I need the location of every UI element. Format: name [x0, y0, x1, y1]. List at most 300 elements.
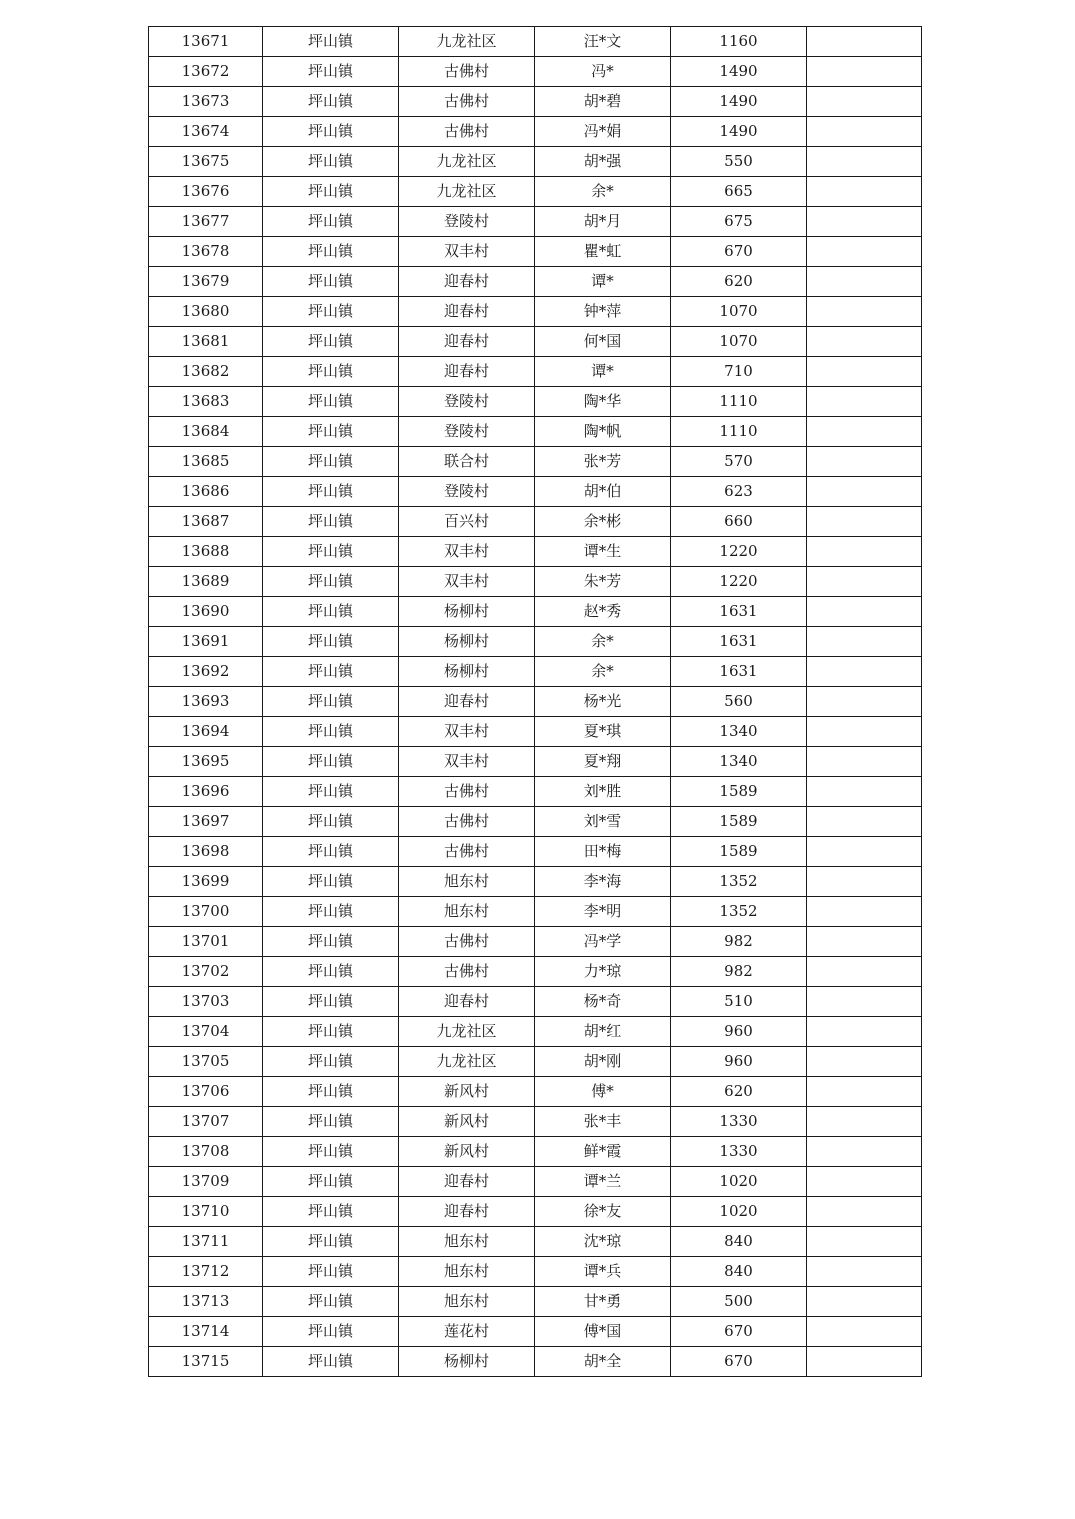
cell-note: [807, 1317, 922, 1347]
cell-town: 坪山镇: [263, 177, 399, 207]
cell-note: [807, 687, 922, 717]
table-row: [149, 567, 922, 597]
cell-amount: 675: [671, 207, 807, 237]
table-row: [149, 687, 922, 717]
cell-village: 旭东村: [399, 897, 535, 927]
table-row: [149, 147, 922, 177]
cell-amount: 840: [671, 1257, 807, 1287]
cell-village: 古佛村: [399, 837, 535, 867]
table-row: [149, 57, 922, 87]
cell-person-name: 徐*友: [535, 1197, 671, 1227]
table-row: [149, 717, 922, 747]
cell-village: 百兴村: [399, 507, 535, 537]
cell-town: 坪山镇: [263, 507, 399, 537]
cell-person-name: 何*国: [535, 327, 671, 357]
cell-note: [807, 177, 922, 207]
cell-town: 坪山镇: [263, 1077, 399, 1107]
cell-town: 坪山镇: [263, 207, 399, 237]
cell-person-name: 钟*萍: [535, 297, 671, 327]
cell-village: 旭东村: [399, 1287, 535, 1317]
cell-note: [807, 267, 922, 297]
cell-amount: 1020: [671, 1197, 807, 1227]
table-row: [149, 1287, 922, 1317]
cell-town: 坪山镇: [263, 477, 399, 507]
cell-serial-number: 13704: [149, 1017, 263, 1047]
table-row: [149, 747, 922, 777]
cell-amount: 1330: [671, 1107, 807, 1137]
cell-town: 坪山镇: [263, 867, 399, 897]
cell-serial-number: 13687: [149, 507, 263, 537]
cell-serial-number: 13685: [149, 447, 263, 477]
cell-town: 坪山镇: [263, 237, 399, 267]
cell-person-name: 田*梅: [535, 837, 671, 867]
cell-town: 坪山镇: [263, 1317, 399, 1347]
table-row: [149, 1137, 922, 1167]
table-row: [149, 807, 922, 837]
cell-serial-number: 13671: [149, 27, 263, 57]
cell-note: [807, 807, 922, 837]
cell-amount: 840: [671, 1227, 807, 1257]
cell-note: [807, 987, 922, 1017]
cell-person-name: 陶*华: [535, 387, 671, 417]
cell-person-name: 傅*国: [535, 1317, 671, 1347]
cell-village: 迎春村: [399, 327, 535, 357]
cell-person-name: 夏*琪: [535, 717, 671, 747]
cell-village: 杨柳村: [399, 597, 535, 627]
cell-person-name: 汪*文: [535, 27, 671, 57]
cell-amount: 960: [671, 1047, 807, 1077]
cell-note: [807, 147, 922, 177]
cell-person-name: 傅*: [535, 1077, 671, 1107]
cell-amount: 1220: [671, 537, 807, 567]
cell-note: [807, 477, 922, 507]
cell-note: [807, 777, 922, 807]
cell-note: [807, 567, 922, 597]
cell-person-name: 谭*: [535, 267, 671, 297]
cell-amount: 1020: [671, 1167, 807, 1197]
cell-amount: 1352: [671, 867, 807, 897]
cell-person-name: 胡*全: [535, 1347, 671, 1377]
cell-town: 坪山镇: [263, 987, 399, 1017]
cell-person-name: 谭*生: [535, 537, 671, 567]
cell-serial-number: 13689: [149, 567, 263, 597]
cell-village: 古佛村: [399, 927, 535, 957]
cell-note: [807, 1017, 922, 1047]
table-row: [149, 87, 922, 117]
cell-person-name: 余*: [535, 177, 671, 207]
cell-town: 坪山镇: [263, 27, 399, 57]
cell-village: 登陵村: [399, 387, 535, 417]
table-row: [149, 1197, 922, 1227]
table-row: [149, 267, 922, 297]
cell-note: [807, 207, 922, 237]
cell-person-name: 余*: [535, 627, 671, 657]
cell-note: [807, 657, 922, 687]
cell-note: [807, 747, 922, 777]
cell-note: [807, 717, 922, 747]
cell-note: [807, 537, 922, 567]
cell-town: 坪山镇: [263, 1137, 399, 1167]
cell-amount: 1490: [671, 87, 807, 117]
table-row: [149, 1257, 922, 1287]
table-row: [149, 837, 922, 867]
cell-village: 迎春村: [399, 687, 535, 717]
table-row: [149, 777, 922, 807]
table-row: [149, 1167, 922, 1197]
cell-note: [807, 1167, 922, 1197]
cell-village: 新风村: [399, 1107, 535, 1137]
cell-town: 坪山镇: [263, 927, 399, 957]
cell-amount: 620: [671, 267, 807, 297]
cell-note: [807, 1197, 922, 1227]
cell-note: [807, 237, 922, 267]
cell-note: [807, 357, 922, 387]
cell-person-name: 刘*胜: [535, 777, 671, 807]
cell-amount: 1490: [671, 117, 807, 147]
cell-person-name: 杨*奇: [535, 987, 671, 1017]
cell-amount: 550: [671, 147, 807, 177]
cell-note: [807, 867, 922, 897]
cell-serial-number: 13674: [149, 117, 263, 147]
table-row: [149, 867, 922, 897]
cell-serial-number: 13698: [149, 837, 263, 867]
table-row: [149, 1047, 922, 1077]
table-row: [149, 327, 922, 357]
cell-serial-number: 13697: [149, 807, 263, 837]
cell-village: 联合村: [399, 447, 535, 477]
cell-serial-number: 13684: [149, 417, 263, 447]
cell-amount: 660: [671, 507, 807, 537]
cell-amount: 560: [671, 687, 807, 717]
cell-village: 新风村: [399, 1077, 535, 1107]
cell-town: 坪山镇: [263, 267, 399, 297]
cell-town: 坪山镇: [263, 807, 399, 837]
cell-town: 坪山镇: [263, 747, 399, 777]
cell-serial-number: 13688: [149, 537, 263, 567]
cell-serial-number: 13672: [149, 57, 263, 87]
cell-note: [807, 27, 922, 57]
cell-amount: 1330: [671, 1137, 807, 1167]
cell-village: 双丰村: [399, 237, 535, 267]
table-row: [149, 1077, 922, 1107]
table-row: [149, 1347, 922, 1377]
cell-amount: 510: [671, 987, 807, 1017]
cell-village: 迎春村: [399, 267, 535, 297]
cell-amount: 1340: [671, 717, 807, 747]
cell-person-name: 赵*秀: [535, 597, 671, 627]
cell-town: 坪山镇: [263, 147, 399, 177]
cell-town: 坪山镇: [263, 537, 399, 567]
cell-person-name: 冯*学: [535, 927, 671, 957]
table-row: [149, 1317, 922, 1347]
cell-amount: 1070: [671, 327, 807, 357]
cell-serial-number: 13703: [149, 987, 263, 1017]
cell-town: 坪山镇: [263, 687, 399, 717]
cell-person-name: 沈*琼: [535, 1227, 671, 1257]
cell-village: 莲花村: [399, 1317, 535, 1347]
table-row: [149, 597, 922, 627]
cell-town: 坪山镇: [263, 837, 399, 867]
cell-person-name: 陶*帆: [535, 417, 671, 447]
cell-person-name: 胡*强: [535, 147, 671, 177]
cell-village: 杨柳村: [399, 627, 535, 657]
table-row: [149, 297, 922, 327]
cell-note: [807, 327, 922, 357]
cell-person-name: 甘*勇: [535, 1287, 671, 1317]
cell-amount: 1589: [671, 837, 807, 867]
cell-amount: 670: [671, 237, 807, 267]
cell-person-name: 力*琼: [535, 957, 671, 987]
cell-amount: 1631: [671, 597, 807, 627]
cell-amount: 710: [671, 357, 807, 387]
cell-town: 坪山镇: [263, 1167, 399, 1197]
cell-serial-number: 13693: [149, 687, 263, 717]
cell-serial-number: 13681: [149, 327, 263, 357]
cell-amount: 1631: [671, 627, 807, 657]
cell-serial-number: 13701: [149, 927, 263, 957]
cell-serial-number: 13678: [149, 237, 263, 267]
cell-serial-number: 13699: [149, 867, 263, 897]
table-row: [149, 957, 922, 987]
cell-serial-number: 13715: [149, 1347, 263, 1377]
cell-village: 迎春村: [399, 297, 535, 327]
cell-serial-number: 13679: [149, 267, 263, 297]
cell-village: 双丰村: [399, 537, 535, 567]
cell-person-name: 李*明: [535, 897, 671, 927]
cell-note: [807, 1107, 922, 1137]
cell-person-name: 夏*翔: [535, 747, 671, 777]
table-row: [149, 987, 922, 1017]
cell-note: [807, 897, 922, 927]
table-row: [149, 627, 922, 657]
cell-town: 坪山镇: [263, 897, 399, 927]
cell-town: 坪山镇: [263, 777, 399, 807]
cell-village: 双丰村: [399, 567, 535, 597]
cell-person-name: 冯*: [535, 57, 671, 87]
cell-town: 坪山镇: [263, 327, 399, 357]
table-row: [149, 1107, 922, 1137]
cell-village: 迎春村: [399, 987, 535, 1017]
cell-town: 坪山镇: [263, 357, 399, 387]
records-table: [148, 26, 922, 1377]
cell-village: 九龙社区: [399, 1047, 535, 1077]
cell-person-name: 谭*兰: [535, 1167, 671, 1197]
cell-town: 坪山镇: [263, 387, 399, 417]
cell-village: 旭东村: [399, 1257, 535, 1287]
table-row: [149, 477, 922, 507]
cell-note: [807, 387, 922, 417]
cell-serial-number: 13683: [149, 387, 263, 417]
cell-person-name: 朱*芳: [535, 567, 671, 597]
cell-town: 坪山镇: [263, 417, 399, 447]
cell-town: 坪山镇: [263, 1227, 399, 1257]
cell-village: 古佛村: [399, 957, 535, 987]
table-row: [149, 207, 922, 237]
table-row: [149, 117, 922, 147]
cell-note: [807, 1077, 922, 1107]
cell-serial-number: 13694: [149, 717, 263, 747]
table-row: [149, 387, 922, 417]
cell-serial-number: 13710: [149, 1197, 263, 1227]
table-row: [149, 537, 922, 567]
cell-town: 坪山镇: [263, 87, 399, 117]
cell-town: 坪山镇: [263, 597, 399, 627]
cell-note: [807, 927, 922, 957]
table-row: [149, 507, 922, 537]
cell-amount: 982: [671, 957, 807, 987]
cell-amount: 1589: [671, 807, 807, 837]
cell-note: [807, 1137, 922, 1167]
cell-village: 杨柳村: [399, 657, 535, 687]
cell-village: 迎春村: [399, 357, 535, 387]
cell-person-name: 余*彬: [535, 507, 671, 537]
table-row: [149, 927, 922, 957]
table-row: [149, 27, 922, 57]
cell-note: [807, 57, 922, 87]
cell-village: 九龙社区: [399, 147, 535, 177]
table-row: [149, 897, 922, 927]
cell-serial-number: 13713: [149, 1287, 263, 1317]
cell-village: 旭东村: [399, 867, 535, 897]
cell-village: 古佛村: [399, 57, 535, 87]
table-row: [149, 447, 922, 477]
cell-town: 坪山镇: [263, 57, 399, 87]
cell-village: 登陵村: [399, 417, 535, 447]
cell-village: 九龙社区: [399, 177, 535, 207]
cell-serial-number: 13673: [149, 87, 263, 117]
cell-note: [807, 1287, 922, 1317]
cell-village: 登陵村: [399, 207, 535, 237]
cell-town: 坪山镇: [263, 957, 399, 987]
cell-town: 坪山镇: [263, 447, 399, 477]
cell-town: 坪山镇: [263, 1287, 399, 1317]
table-row: [149, 657, 922, 687]
cell-village: 旭东村: [399, 1227, 535, 1257]
cell-person-name: 谭*兵: [535, 1257, 671, 1287]
cell-serial-number: 13682: [149, 357, 263, 387]
cell-serial-number: 13700: [149, 897, 263, 927]
cell-serial-number: 13696: [149, 777, 263, 807]
cell-note: [807, 1347, 922, 1377]
cell-amount: 982: [671, 927, 807, 957]
cell-note: [807, 1257, 922, 1287]
cell-amount: 1589: [671, 777, 807, 807]
cell-town: 坪山镇: [263, 1017, 399, 1047]
table-row: [149, 357, 922, 387]
cell-person-name: 鲜*霞: [535, 1137, 671, 1167]
cell-serial-number: 13677: [149, 207, 263, 237]
cell-person-name: 胡*月: [535, 207, 671, 237]
cell-serial-number: 13675: [149, 147, 263, 177]
cell-note: [807, 87, 922, 117]
cell-person-name: 谭*: [535, 357, 671, 387]
cell-note: [807, 417, 922, 447]
cell-amount: 1340: [671, 747, 807, 777]
cell-serial-number: 13707: [149, 1107, 263, 1137]
cell-village: 古佛村: [399, 117, 535, 147]
cell-serial-number: 13695: [149, 747, 263, 777]
cell-person-name: 瞿*虹: [535, 237, 671, 267]
cell-amount: 1110: [671, 387, 807, 417]
cell-amount: 620: [671, 1077, 807, 1107]
cell-person-name: 胡*刚: [535, 1047, 671, 1077]
records-table-body: [149, 27, 922, 1377]
cell-person-name: 胡*红: [535, 1017, 671, 1047]
cell-amount: 1631: [671, 657, 807, 687]
cell-village: 双丰村: [399, 747, 535, 777]
cell-person-name: 张*丰: [535, 1107, 671, 1137]
cell-amount: 1160: [671, 27, 807, 57]
cell-amount: 1070: [671, 297, 807, 327]
cell-village: 双丰村: [399, 717, 535, 747]
cell-village: 迎春村: [399, 1167, 535, 1197]
table-row: [149, 177, 922, 207]
table-row: [149, 417, 922, 447]
cell-amount: 500: [671, 1287, 807, 1317]
cell-person-name: 杨*光: [535, 687, 671, 717]
cell-village: 古佛村: [399, 807, 535, 837]
cell-serial-number: 13692: [149, 657, 263, 687]
cell-serial-number: 13691: [149, 627, 263, 657]
cell-amount: 665: [671, 177, 807, 207]
cell-serial-number: 13708: [149, 1137, 263, 1167]
cell-village: 迎春村: [399, 1197, 535, 1227]
cell-village: 登陵村: [399, 477, 535, 507]
cell-town: 坪山镇: [263, 627, 399, 657]
cell-person-name: 李*海: [535, 867, 671, 897]
cell-serial-number: 13686: [149, 477, 263, 507]
cell-serial-number: 13705: [149, 1047, 263, 1077]
cell-town: 坪山镇: [263, 1047, 399, 1077]
cell-serial-number: 13706: [149, 1077, 263, 1107]
cell-serial-number: 13702: [149, 957, 263, 987]
cell-serial-number: 13714: [149, 1317, 263, 1347]
cell-serial-number: 13712: [149, 1257, 263, 1287]
cell-town: 坪山镇: [263, 117, 399, 147]
cell-note: [807, 957, 922, 987]
cell-amount: 623: [671, 477, 807, 507]
cell-note: [807, 627, 922, 657]
cell-serial-number: 13711: [149, 1227, 263, 1257]
cell-village: 古佛村: [399, 777, 535, 807]
cell-village: 新风村: [399, 1137, 535, 1167]
cell-note: [807, 837, 922, 867]
cell-town: 坪山镇: [263, 1107, 399, 1137]
cell-note: [807, 597, 922, 627]
cell-person-name: 余*: [535, 657, 671, 687]
cell-town: 坪山镇: [263, 567, 399, 597]
cell-serial-number: 13676: [149, 177, 263, 207]
cell-town: 坪山镇: [263, 717, 399, 747]
cell-person-name: 胡*碧: [535, 87, 671, 117]
cell-town: 坪山镇: [263, 297, 399, 327]
cell-town: 坪山镇: [263, 1197, 399, 1227]
table-row: [149, 1017, 922, 1047]
table-row: [149, 1227, 922, 1257]
cell-serial-number: 13690: [149, 597, 263, 627]
cell-village: 九龙社区: [399, 27, 535, 57]
cell-person-name: 胡*伯: [535, 477, 671, 507]
cell-serial-number: 13680: [149, 297, 263, 327]
cell-amount: 960: [671, 1017, 807, 1047]
cell-village: 古佛村: [399, 87, 535, 117]
cell-person-name: 刘*雪: [535, 807, 671, 837]
cell-amount: 1220: [671, 567, 807, 597]
cell-village: 九龙社区: [399, 1017, 535, 1047]
cell-town: 坪山镇: [263, 1257, 399, 1287]
cell-note: [807, 447, 922, 477]
cell-note: [807, 297, 922, 327]
